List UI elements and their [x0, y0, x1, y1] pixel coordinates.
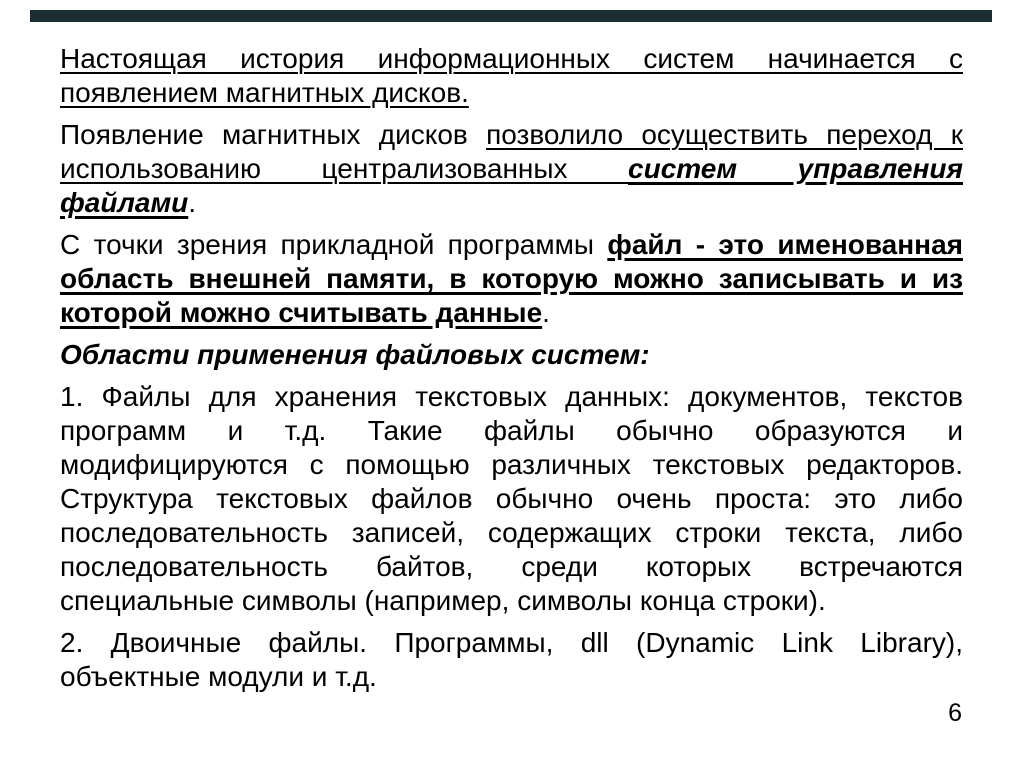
text-run: специальные символы (например, символы конца строки).: [60, 585, 826, 616]
paragraph-2: [60, 118, 963, 220]
text-line: [60, 414, 963, 448]
text-run: программ и т.д. Такие файлы обычно образуются и: [60, 415, 963, 446]
text-line: [60, 626, 963, 660]
text-line: [60, 76, 963, 110]
top-accent-bar: [30, 10, 992, 22]
text-line: [60, 660, 963, 694]
text-line: [60, 118, 963, 152]
text-line: [60, 152, 963, 186]
text-run: последовательность байтов, среди которых встречаются: [60, 551, 963, 582]
paragraph-5: [60, 380, 963, 618]
text-run: модифицируются с помощью различных текстовых редакторов.: [60, 449, 963, 480]
slide-text-block: [60, 42, 963, 702]
text-line: [60, 42, 963, 76]
text-run: файлами: [60, 187, 189, 218]
text-line: [60, 448, 963, 482]
paragraph-6: [60, 626, 963, 694]
page-number: 6: [948, 699, 962, 727]
text-run: появлением магнитных дисков.: [60, 77, 469, 108]
text-run: С точки зрения прикладной программы: [60, 229, 608, 260]
text-run: Структура текстовых файлов обычно очень проста: это либо: [60, 483, 963, 514]
text-line: [60, 186, 963, 220]
text-run: 1. Файлы для хранения текстовых данных: документов, текстов: [60, 381, 963, 412]
text-line: [60, 584, 963, 618]
text-line: [60, 228, 963, 262]
paragraph-1: [60, 42, 963, 110]
paragraph-4: [60, 338, 963, 372]
text-run: объектные модули и т.д.: [60, 661, 377, 692]
text-line: [60, 516, 963, 550]
text-run: Появление магнитных дисков: [60, 119, 487, 150]
text-line: [60, 380, 963, 414]
text-line: [60, 550, 963, 584]
text-run: файл - это именованная: [607, 229, 963, 260]
text-run: систем управления: [628, 153, 963, 184]
text-run: .: [542, 297, 550, 328]
text-line: [60, 482, 963, 516]
text-run: Настоящая история информационных систем начинается с: [60, 43, 963, 74]
text-run: Области применения файловых систем:: [60, 339, 650, 370]
text-run: которой можно считывать данные: [60, 297, 543, 328]
text-run: использованию централизованных: [60, 153, 629, 184]
text-run: .: [188, 187, 197, 218]
text-line: [60, 296, 963, 330]
text-run: область внешней памяти, в которую можно записывать и из: [60, 263, 963, 294]
text-run: 2. Двоичные файлы. Программы, dll (Dynamic Link Library),: [60, 627, 963, 658]
paragraph-3: [60, 228, 963, 330]
text-run: позволило осуществить переход к: [486, 119, 963, 150]
text-line: [60, 262, 963, 296]
text-line: [60, 338, 963, 372]
text-run: последовательность записей, содержащих строки текста, либо: [60, 517, 963, 548]
